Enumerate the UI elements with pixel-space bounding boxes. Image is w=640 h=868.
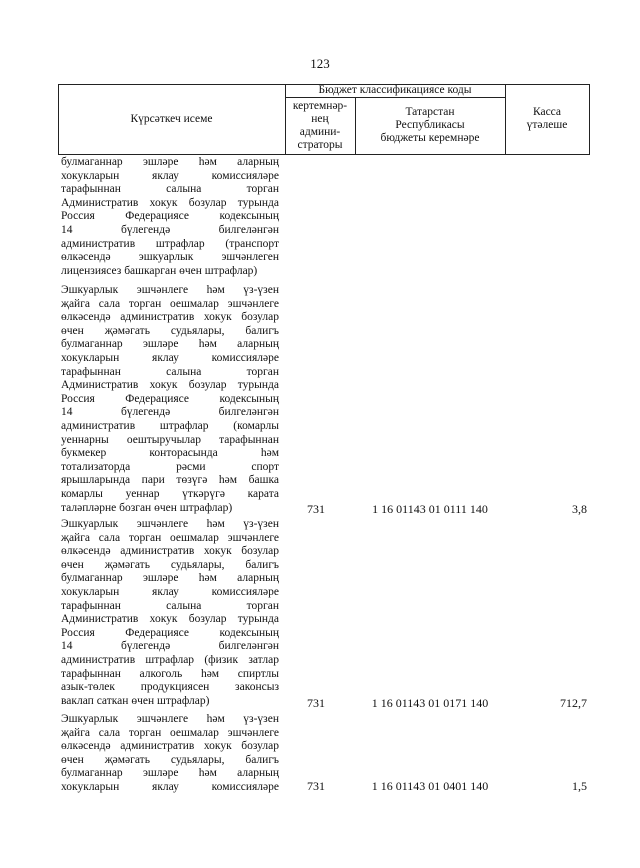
- text-line: таләпләрне бозган өчен штрафлар): [61, 501, 233, 514]
- header-revenue-line: бюджеты керемнәре: [380, 132, 480, 144]
- text-line: Административ хокук бозулар турында: [61, 379, 279, 392]
- row-3-amount: 1,5: [572, 779, 587, 793]
- text-line: тарафыннан алкоголь һәм спиртлы: [61, 667, 279, 680]
- header-cash-line: Касса: [532, 106, 562, 118]
- text-line: хокукларын яклау комиссияләре: [61, 169, 279, 182]
- text-line: хокукларын яклау комиссияләре: [61, 585, 279, 598]
- header-revenue-line: Татарстан: [405, 106, 455, 118]
- header-admin-line: страторы: [297, 138, 343, 151]
- text-line: өлкәсендә эшкуарлык эшчәнлеген: [61, 251, 279, 264]
- row-2-amount: 712,7: [560, 696, 587, 710]
- text-line: комарлы уеннар үткәрүгә карата: [61, 487, 279, 500]
- text-line: җайга сала торган оешмалар эшчәнлеге: [61, 531, 279, 544]
- text-line: булмаганнар эшләре һәм аларның: [61, 156, 279, 168]
- header-indicator-name: [58, 84, 285, 154]
- header-right-border: [589, 84, 590, 154]
- text-line: Эшкуарлык эшчәнлеге һәм үз-үзен: [61, 284, 279, 296]
- row-1-admin-code: 731: [307, 502, 325, 516]
- text-line: ваклап саткан өчен штрафлар): [61, 694, 210, 707]
- header-cash-execution: [505, 84, 589, 154]
- row-2-budget-code: 1 16 01143 01 0171 140: [371, 696, 489, 710]
- text-line: хокукларын яклау комиссияләре: [61, 780, 279, 793]
- row-3-admin-code: 731: [307, 779, 325, 793]
- row-2-description: [61, 518, 279, 708]
- text-line: 14 бүлегендә билгеләнгән: [61, 640, 279, 653]
- text-line: тотализаторда рәсми спорт: [61, 460, 279, 473]
- text-line: җайга сала торган оешмалар эшчәнлеге: [61, 297, 279, 310]
- text-line: лицензиясез башкарган өчен штрафлар): [61, 264, 258, 277]
- text-line: уеннарны оештыручылар тарафыннан: [61, 433, 279, 446]
- page-number: 123: [310, 56, 330, 71]
- text-line: Россия Федерациясе кодексының: [61, 210, 279, 223]
- text-line: Россия Федерациясе кодексының: [61, 392, 279, 405]
- text-line: өчен җәмәгать судьялары, балигъ: [61, 324, 279, 337]
- text-line: Эшкуарлык эшчәнлеге һәм үз-үзен: [61, 713, 279, 725]
- header-admin-line: кертемнәр-: [292, 99, 348, 112]
- text-line: тарафыннан салына торган: [61, 365, 279, 378]
- text-line: Эшкуарлык эшчәнлеге һәм үз-үзен: [61, 518, 279, 530]
- header-revenue-line: Республикасы: [395, 119, 465, 131]
- text-line: өлкәсендә административ хокук бозулар: [61, 740, 279, 753]
- text-line: булмаганнар эшләре һәм аларның: [61, 338, 279, 351]
- text-line: ярышларында пари төзүгә һәм башка: [61, 474, 279, 487]
- text-line: җайга сала торган оешмалар эшчәнлеге: [61, 726, 279, 739]
- header-budget-revenues: [355, 97, 505, 154]
- header-budget-classification-text: Бюджет классификациясе коды: [318, 84, 472, 96]
- text-line: Россия Федерациясе кодексының: [61, 626, 279, 639]
- row-0-description: [61, 156, 279, 278]
- text-line: букмекер конторасында һәм: [61, 447, 279, 460]
- text-line: тарафыннан салына торган: [61, 599, 279, 612]
- text-line: өчен җәмәгать судьялары, балигъ: [61, 753, 279, 766]
- header-revenue-administrators: [285, 97, 355, 154]
- text-line: Административ хокук бозулар турында: [61, 196, 279, 209]
- header-cash-line: үтәлеше: [526, 119, 568, 131]
- text-line: хокукларын яклау комиссияләре: [61, 351, 279, 364]
- text-line: 14 бүлегендә билгеләнгән: [61, 223, 279, 236]
- text-line: өчен җәмәгать судьялары, балигъ: [61, 558, 279, 571]
- text-line: административ штрафлар (физик затлар: [61, 653, 279, 666]
- text-line: азык-төлек продукциясен законсыз: [61, 681, 279, 694]
- text-line: 14 бүлегендә билгеләнгән: [61, 406, 279, 419]
- header-budget-classification: [285, 84, 505, 97]
- text-line: булмаганнар эшләре һәм аларның: [61, 767, 279, 780]
- row-1-amount: 3,8: [572, 502, 587, 516]
- text-line: өлкәсендә административ хокук бозулар: [61, 545, 279, 558]
- text-line: административ штрафлар (транспорт: [61, 237, 279, 250]
- text-line: өлкәсендә административ хокук бозулар: [61, 311, 279, 324]
- header-admin-line: нең: [311, 112, 329, 125]
- text-line: административ штрафлар (комарлы: [61, 419, 279, 432]
- text-line: тарафыннан салына торган: [61, 183, 279, 196]
- row-2-admin-code: 731: [307, 696, 325, 710]
- row-3-budget-code: 1 16 01143 01 0401 140: [371, 779, 489, 793]
- text-line: булмаганнар эшләре һәм аларның: [61, 572, 279, 585]
- row-1-description: [61, 284, 279, 515]
- row-1-budget-code: 1 16 01143 01 0111 140: [372, 502, 488, 516]
- header-bottom-border: [58, 154, 590, 155]
- row-3-description: [61, 713, 279, 795]
- header-admin-line: админи-: [299, 125, 341, 138]
- text-line: Административ хокук бозулар турында: [61, 613, 279, 626]
- header-indicator-name-text: Күрсәткеч исеме: [130, 112, 213, 125]
